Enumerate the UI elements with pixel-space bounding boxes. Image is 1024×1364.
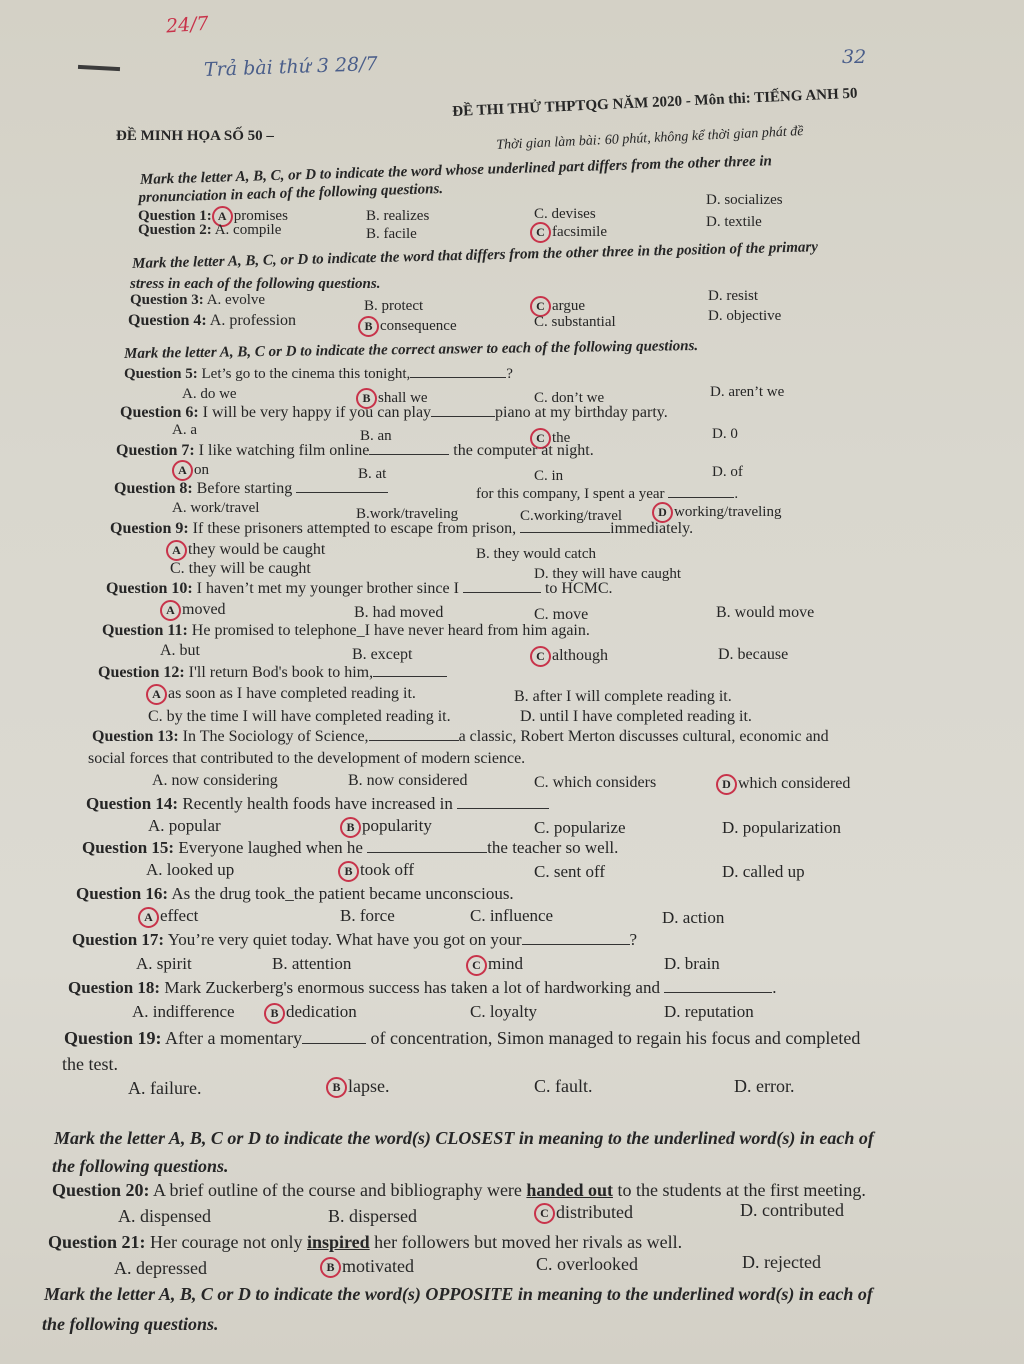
answer-circle: C <box>534 1203 555 1224</box>
q8-option-c: C.working/travel <box>520 508 623 524</box>
blank <box>668 497 734 498</box>
q11-label: Question 11: <box>102 622 188 639</box>
blank <box>520 532 610 533</box>
instruction-4a: Mark the letter A, B, C or D to indicate the word(s) CLOSEST in meaning to the underlined word(s) in each of <box>54 1128 874 1148</box>
q18-label: Question 18: <box>68 978 161 997</box>
q10-option-c: C. move <box>534 606 589 623</box>
q17-end: ? <box>629 930 638 949</box>
q19-label: Question 19: <box>64 1028 162 1048</box>
answer-circle: A <box>172 460 193 481</box>
q20-option-d: D. contributed <box>740 1200 844 1220</box>
q6-label: Question 6: <box>120 404 199 421</box>
q15-option-d: D. called up <box>722 862 805 881</box>
q19-option-b: lapse. <box>348 1076 390 1096</box>
instruction-2a: Mark the letter A, B, C, or D to indicate the word that differs from the other three in the position of the primary <box>132 239 819 272</box>
answer-circle: B <box>326 1077 347 1098</box>
q8-stem: Before starting <box>196 480 293 497</box>
q12-option-c: C. by the time I will have completed reading it. <box>148 708 451 725</box>
q12-option-b: B. after I will complete reading it. <box>514 688 732 705</box>
answer-circle: A <box>146 684 167 705</box>
q21-option-b: motivated <box>342 1256 414 1276</box>
q8-end: . <box>734 486 739 502</box>
q2-option-d: D. textile <box>706 214 762 230</box>
q13-line2: social forces that contributed to the development of modern science. <box>88 750 526 767</box>
handwritten-note: Trả bài thứ 3 28/7 <box>203 52 379 82</box>
q11-option-c: although <box>552 647 608 665</box>
q17-option-b: B. attention <box>272 954 352 973</box>
blank <box>664 992 772 993</box>
blank <box>367 852 487 853</box>
q16-stem: As the drug took_the patient became unconscious. <box>171 884 514 903</box>
q8-option-b: B.work/traveling <box>356 506 459 522</box>
q8-option-d: working/traveling <box>674 503 782 520</box>
q13-option-d-wrap <box>716 774 850 795</box>
answer-circle: B <box>356 388 377 409</box>
q17-stem: You’re very quiet today. What have you got on your <box>167 930 522 949</box>
q21-option-a: A. depressed <box>114 1258 207 1278</box>
q20-underlined: handed out <box>526 1180 613 1200</box>
q7-option-d: D. of <box>712 464 743 480</box>
q10-option-b: B. had moved <box>354 604 444 621</box>
answer-circle: C <box>530 296 551 317</box>
question-7 <box>116 442 594 460</box>
question-4 <box>128 312 296 330</box>
q1-option-b: B. realizes <box>366 208 430 224</box>
blank <box>463 592 541 593</box>
q14-option-d: D. popularization <box>722 818 841 837</box>
answer-circle: D <box>652 502 673 523</box>
q21-label: Question 21: <box>48 1232 146 1252</box>
q8-label: Question 8: <box>114 480 193 497</box>
q1-option-a: promises <box>233 207 288 224</box>
answer-circle: B <box>338 861 359 882</box>
q21-underlined: inspired <box>306 1232 370 1252</box>
blank <box>410 377 506 378</box>
q4-option-b: consequence <box>380 317 457 334</box>
blank <box>457 808 549 809</box>
question-21 <box>48 1232 682 1253</box>
q13-option-b: B. now considered <box>348 772 468 789</box>
q1-option-c: C. devises <box>534 206 596 222</box>
q17-label: Question 17: <box>72 930 165 949</box>
question-17 <box>72 930 637 950</box>
q17-option-c-wrap <box>466 954 523 976</box>
answer-circle: C <box>530 646 551 667</box>
q14-stem: Recently health foods have increased in <box>182 794 453 813</box>
q18-option-b-wrap <box>264 1002 357 1024</box>
q14-option-a: A. popular <box>148 816 221 835</box>
q6-option-b: B. an <box>360 428 392 444</box>
question-8-cont <box>476 486 738 503</box>
q13-option-c: C. which considers <box>534 774 657 791</box>
q2-option-b: B. facile <box>366 226 417 242</box>
question-12 <box>98 664 447 682</box>
answer-circle: B <box>264 1003 285 1024</box>
pen-mark <box>78 65 120 71</box>
instruction-5a: Mark the letter A, B, C or D to indicate the word(s) OPPOSITE in meaning to the underlined word(s) in each of <box>44 1284 873 1304</box>
q15-option-c: C. sent off <box>534 862 605 881</box>
q20-end: to the students at the first meeting. <box>617 1180 866 1200</box>
q16-option-a-wrap <box>138 906 198 928</box>
header-title: ĐỀ THI THỬ THPTQG NĂM 2020 - Môn thi: TIẾNG ANH 50 <box>452 85 858 120</box>
q4-label: Question 4: <box>128 312 207 329</box>
question-10 <box>106 580 613 598</box>
page-number: 32 <box>842 46 867 68</box>
q7-stem: I like watching film online <box>198 442 370 459</box>
q4-option-d: D. objective <box>708 308 782 324</box>
instruction-3: Mark the letter A, B, C or D to indicate the correct answer to each of the following questions. <box>124 337 699 362</box>
q20-option-a: A. dispensed <box>118 1206 211 1226</box>
q11-option-d: D. because <box>718 646 789 663</box>
q21-option-c: C. overlooked <box>536 1254 638 1274</box>
q4-option-c: C. substantial <box>534 314 616 330</box>
answer-circle: B <box>340 817 361 838</box>
q6-option-a: A. a <box>172 422 197 438</box>
q14-label: Question 14: <box>86 794 179 813</box>
blank <box>373 676 447 677</box>
q10-option-a: moved <box>182 601 226 619</box>
q21-option-b-wrap <box>320 1256 414 1278</box>
q18-option-d: D. reputation <box>664 1002 754 1021</box>
instruction-1b: pronunciation in each of the following questions. <box>138 181 444 207</box>
q15-option-b: took off <box>360 860 414 879</box>
q7-label: Question 7: <box>116 442 195 459</box>
q18-stem: Mark Zuckerberg's enormous success has taken a lot of hardworking and <box>164 978 660 997</box>
q5-option-b: shall we <box>378 389 428 406</box>
q18-end: . <box>772 978 777 997</box>
q5-option-a: A. do we <box>182 386 237 402</box>
q21-stem: Her courage not only <box>150 1232 303 1252</box>
q3-label: Question 3: <box>130 292 204 308</box>
q3-option-d: D. resist <box>708 288 758 304</box>
q9-end: immediately. <box>610 520 694 537</box>
q10-option-a-wrap <box>160 600 226 621</box>
q19-option-b-wrap <box>326 1076 389 1098</box>
answer-circle: C <box>530 222 551 243</box>
answer-circle: A <box>138 907 159 928</box>
answer-circle: C <box>530 428 551 449</box>
q17-option-d: D. brain <box>664 954 720 973</box>
question-3 <box>130 292 265 309</box>
answer-circle: C <box>466 955 487 976</box>
q13-mid: a classic, Robert Merton discusses cultural, economic and <box>458 728 829 745</box>
q14-option-b-wrap <box>340 816 432 838</box>
blank <box>522 944 630 945</box>
q9-option-a: they would be caught <box>188 541 326 559</box>
q9-option-a-wrap <box>166 540 325 561</box>
q20-label: Question 20: <box>52 1180 150 1200</box>
q21-option-d: D. rejected <box>742 1252 821 1272</box>
header-time: Thời gian làm bài: 60 phút, không kể thời gian phát đề <box>496 124 804 153</box>
q3-option-a: A. evolve <box>206 292 266 308</box>
q10-label: Question 10: <box>106 580 193 597</box>
q7-option-a-wrap <box>172 460 209 481</box>
q7-option-b: B. at <box>358 466 387 482</box>
answer-circle: B <box>320 1257 341 1278</box>
instruction-1a: Mark the letter A, B, C, or D to indicate the word whose underlined part differs from the other three in <box>139 153 773 188</box>
q8-mid: for this company, I spent a year <box>476 486 665 502</box>
q11-option-c-wrap <box>530 646 608 667</box>
q12-option-a-wrap <box>146 684 416 705</box>
question-13 <box>92 728 829 746</box>
question-8 <box>114 480 388 498</box>
blank <box>431 416 495 417</box>
q2-option-c-wrap <box>530 222 607 243</box>
q4-option-a: A. profession <box>209 312 297 329</box>
blank <box>302 1043 366 1044</box>
question-15 <box>82 838 618 858</box>
question-14 <box>86 794 549 814</box>
q17-option-a: A. spirit <box>136 954 192 973</box>
q1-label: Question 1: <box>138 207 212 224</box>
answer-circle: D <box>716 774 737 795</box>
q18-option-a: A. indifference <box>132 1002 235 1021</box>
q18-option-b: dedication <box>286 1002 357 1021</box>
question-5 <box>124 366 513 383</box>
question-20 <box>52 1180 866 1201</box>
q6-stem: I will be very happy if you can play <box>202 404 432 421</box>
q5-option-c: C. don’t we <box>534 390 605 406</box>
q20-option-c-wrap <box>534 1202 633 1224</box>
q20-option-c: distributed <box>556 1202 633 1222</box>
q9-label: Question 9: <box>110 520 189 537</box>
q20-stem: A brief outline of the course and bibliography were <box>153 1180 522 1200</box>
question-9 <box>110 520 693 538</box>
q3-option-c: argue <box>552 297 586 314</box>
q6-option-d: D. 0 <box>712 426 738 442</box>
q11-stem: He promised to telephone_I have never heard from him again. <box>191 622 590 639</box>
instruction-5b: the following questions. <box>42 1314 219 1334</box>
q15-label: Question 15: <box>82 838 175 857</box>
q15-end: the teacher so well. <box>487 838 619 857</box>
q10-option-d: B. would move <box>716 604 815 621</box>
q12-label: Question 12: <box>98 664 185 681</box>
q4-option-b-wrap <box>358 316 457 337</box>
q9-option-b: B. they would catch <box>476 546 596 562</box>
answer-circle: A <box>166 540 187 561</box>
question-6 <box>120 404 668 422</box>
q19-stem: After a momentary <box>165 1028 302 1048</box>
q16-label: Question 16: <box>76 884 169 903</box>
blank <box>369 740 459 741</box>
q2-option-a: A. compile <box>214 222 282 238</box>
question-16 <box>76 884 514 904</box>
q9-option-c: C. they will be caught <box>170 560 311 577</box>
header-left: ĐỀ MINH HỌA SỐ 50 – <box>116 128 274 144</box>
question-18 <box>68 978 776 998</box>
q5-option-d: D. aren’t we <box>710 384 785 400</box>
q5-stem: Let’s go to the cinema this tonight, <box>201 366 411 382</box>
blank <box>296 492 388 493</box>
instruction-2b: stress in each of the following questions. <box>130 276 381 292</box>
q15-option-b-wrap <box>338 860 414 882</box>
question-11 <box>102 622 590 640</box>
q19-option-d: D. error. <box>734 1076 795 1096</box>
q5-label: Question 5: <box>124 366 198 382</box>
q13-option-a: A. now considering <box>152 772 278 789</box>
answer-circle: A <box>212 206 233 227</box>
q15-stem: Everyone laughed when he <box>178 838 363 857</box>
q18-option-c: C. loyalty <box>470 1002 538 1021</box>
q6-option-c: the <box>552 429 571 446</box>
q19-line2: the test. <box>62 1054 118 1074</box>
q13-option-d: which considered <box>738 775 851 793</box>
q8-option-a: A. work/travel <box>172 500 260 516</box>
q19-option-a: A. failure. <box>128 1078 202 1098</box>
q14-option-c: C. popularize <box>534 818 626 837</box>
q10-end: to HCMC. <box>544 580 613 597</box>
q11-option-a: A. but <box>160 642 200 659</box>
q5-end: ? <box>506 366 513 382</box>
q20-option-b: B. dispersed <box>328 1206 417 1226</box>
q16-option-c: C. influence <box>470 906 554 925</box>
answer-circle: B <box>358 316 379 337</box>
q12-stem: I'll return Bod's book to him, <box>188 664 374 681</box>
q19-option-c: C. fault. <box>534 1076 593 1096</box>
q7-option-c: C. in <box>534 468 564 484</box>
q13-label: Question 13: <box>92 728 179 745</box>
q9-stem: If these prisoners attempted to escape from prison, <box>192 520 517 537</box>
q7-option-a: on <box>194 461 209 478</box>
q10-stem: I haven’t met my younger brother since I <box>196 580 459 597</box>
q16-option-d: D. action <box>662 908 725 927</box>
question-19 <box>64 1028 860 1049</box>
q13-stem: In The Sociology of Science, <box>182 728 369 745</box>
q12-option-a: as soon as I have completed reading it. <box>168 685 416 703</box>
q6-end: piano at my birthday party. <box>495 404 668 421</box>
q11-option-b: B. except <box>352 646 413 663</box>
q14-option-b: popularity <box>362 816 432 835</box>
handwritten-date: 24/7 <box>165 12 210 38</box>
q2-label: Question 2: <box>138 222 212 238</box>
q2-option-c: facsimile <box>552 223 607 240</box>
q19-mid: of concentration, Simon managed to regain his focus and completed <box>370 1028 861 1048</box>
q16-option-b: B. force <box>340 906 395 925</box>
answer-circle: A <box>160 600 181 621</box>
instruction-4b: the following questions. <box>52 1156 229 1176</box>
question-2 <box>138 222 281 239</box>
q15-option-a: A. looked up <box>146 860 235 879</box>
blank <box>369 454 449 455</box>
q9-option-d: D. they will have caught <box>534 566 682 582</box>
q16-option-a: effect <box>160 906 199 925</box>
q1-option-d: D. socializes <box>706 192 783 208</box>
q17-option-c: mind <box>488 954 523 973</box>
q12-option-d: D. until I have completed reading it. <box>520 708 752 725</box>
q3-option-b: B. protect <box>364 298 424 314</box>
q21-end: her followers but moved her rivals as well. <box>374 1232 683 1252</box>
q7-end: the computer at night. <box>453 442 594 459</box>
